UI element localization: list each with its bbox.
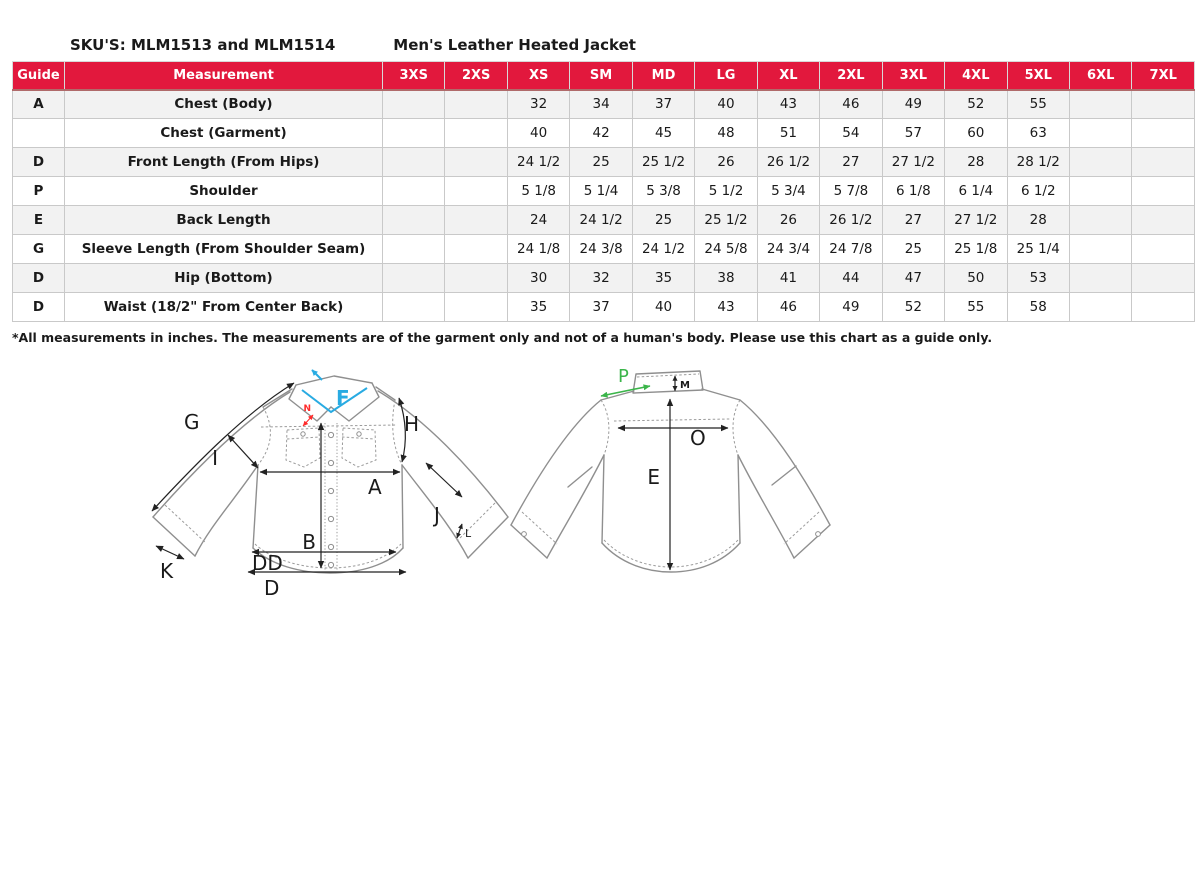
size-value-cell: 34 [570, 90, 632, 119]
size-value-cell: 27 [820, 148, 882, 177]
label-H: H [404, 412, 420, 436]
size-value-cell [1132, 177, 1195, 206]
column-header-xl: XL [757, 62, 819, 90]
guide-cell: D [13, 264, 65, 293]
size-value-cell [1069, 293, 1131, 322]
size-value-cell: 5 3/4 [757, 177, 819, 206]
label-P: P [618, 366, 629, 387]
size-table-body [13, 90, 1195, 322]
label-M: M [680, 380, 690, 391]
size-value-cell [383, 148, 445, 177]
size-value-cell: 40 [695, 90, 757, 119]
label-O: O [690, 426, 706, 450]
size-value-cell [383, 293, 445, 322]
size-value-cell: 5 1/4 [570, 177, 632, 206]
size-value-cell [445, 119, 507, 148]
label-DD: DD [252, 551, 283, 575]
size-value-cell: 24 3/4 [757, 235, 819, 264]
size-value-cell: 49 [882, 90, 944, 119]
column-header-2xl: 2XL [820, 62, 882, 90]
size-value-cell: 25 [882, 235, 944, 264]
jacket-back-view [511, 366, 830, 572]
column-header-6xl: 6XL [1069, 62, 1131, 90]
size-value-cell [1069, 235, 1131, 264]
measurement-name-cell: Hip (Bottom) [65, 264, 383, 293]
size-value-cell: 5 1/2 [695, 177, 757, 206]
size-value-cell: 28 1/2 [1007, 148, 1069, 177]
size-value-cell [1069, 119, 1131, 148]
back-measure-arrows [601, 376, 728, 570]
label-K: K [160, 559, 174, 583]
size-value-cell: 28 [945, 148, 1007, 177]
size-value-cell: 37 [632, 90, 694, 119]
table-row [13, 148, 1195, 177]
size-value-cell: 60 [945, 119, 1007, 148]
size-value-cell: 43 [757, 90, 819, 119]
size-value-cell [383, 235, 445, 264]
measure-line-P [601, 386, 650, 396]
column-header-md: MD [632, 62, 694, 90]
back-buttons [522, 532, 821, 537]
size-value-cell [383, 177, 445, 206]
size-value-cell [1132, 119, 1195, 148]
column-header-5xl: 5XL [1007, 62, 1069, 90]
label-E: E [647, 465, 660, 489]
label-I: I [212, 446, 218, 470]
size-value-cell [383, 264, 445, 293]
size-value-cell [445, 293, 507, 322]
size-value-cell: 46 [757, 293, 819, 322]
size-value-cell: 32 [570, 264, 632, 293]
measure-line-L [457, 524, 462, 538]
size-value-cell [1132, 235, 1195, 264]
size-value-cell: 6 1/2 [1007, 177, 1069, 206]
size-value-cell [1132, 293, 1195, 322]
column-header-xs: XS [507, 62, 569, 90]
size-value-cell [1069, 90, 1131, 119]
table-row [13, 90, 1195, 119]
size-value-cell [383, 90, 445, 119]
size-value-cell [445, 177, 507, 206]
front-outline [153, 376, 508, 573]
size-value-cell: 37 [570, 293, 632, 322]
size-value-cell: 27 1/2 [945, 206, 1007, 235]
size-value-cell: 46 [820, 90, 882, 119]
size-value-cell: 25 1/2 [695, 206, 757, 235]
size-value-cell: 43 [695, 293, 757, 322]
size-value-cell [1132, 206, 1195, 235]
size-value-cell: 24 7/8 [820, 235, 882, 264]
size-value-cell [445, 148, 507, 177]
size-value-cell: 24 5/8 [695, 235, 757, 264]
label-J: J [434, 503, 440, 527]
size-value-cell: 63 [1007, 119, 1069, 148]
size-value-cell: 32 [507, 90, 569, 119]
size-value-cell: 54 [820, 119, 882, 148]
column-header-guide: Guide [13, 62, 65, 90]
label-F: F [336, 386, 350, 410]
table-row [13, 119, 1195, 148]
size-value-cell: 30 [507, 264, 569, 293]
label-L: L [465, 527, 472, 540]
size-value-cell [1069, 206, 1131, 235]
size-value-cell: 48 [695, 119, 757, 148]
size-value-cell [445, 264, 507, 293]
measurement-footnote: *All measurements in inches. The measurements are of the garment only and not of a human's body. Please use this chart as a guide only. [12, 330, 993, 345]
page-header [0, 0, 1200, 61]
label-D: D [264, 576, 280, 600]
size-value-cell [445, 90, 507, 119]
size-value-cell: 35 [507, 293, 569, 322]
size-value-cell: 26 [695, 148, 757, 177]
size-value-cell [1069, 148, 1131, 177]
measurement-name-cell: Front Length (From Hips) [65, 148, 383, 177]
size-value-cell: 5 1/8 [507, 177, 569, 206]
guide-cell: E [13, 206, 65, 235]
column-header-2xs: 2XS [445, 62, 507, 90]
product-title: Men's Leather Heated Jacket [393, 36, 636, 54]
size-value-cell: 55 [1007, 90, 1069, 119]
size-value-cell: 24 3/8 [570, 235, 632, 264]
size-value-cell: 51 [757, 119, 819, 148]
table-row [13, 264, 1195, 293]
size-value-cell: 52 [945, 90, 1007, 119]
guide-cell [13, 119, 65, 148]
size-value-cell: 50 [945, 264, 1007, 293]
size-chart-table [12, 61, 1195, 322]
column-header-7xl: 7XL [1132, 62, 1195, 90]
size-value-cell: 24 1/2 [570, 206, 632, 235]
jacket-measurement-diagram [140, 365, 870, 617]
guide-cell: D [13, 148, 65, 177]
column-header-3xl: 3XL [882, 62, 944, 90]
size-value-cell: 6 1/8 [882, 177, 944, 206]
measurement-name-cell: Waist (18/2" From Center Back) [65, 293, 383, 322]
size-value-cell: 24 [507, 206, 569, 235]
size-value-cell [1069, 264, 1131, 293]
size-value-cell: 6 1/4 [945, 177, 1007, 206]
column-header-lg: LG [695, 62, 757, 90]
guide-cell: G [13, 235, 65, 264]
measurement-name-cell: Back Length [65, 206, 383, 235]
column-header-sm: SM [570, 62, 632, 90]
column-header-measurement: Measurement [65, 62, 383, 90]
size-value-cell: 25 1/8 [945, 235, 1007, 264]
size-value-cell: 24 1/8 [507, 235, 569, 264]
measure-line-I [228, 435, 258, 468]
size-value-cell: 45 [632, 119, 694, 148]
measurement-name-cell: Sleeve Length (From Shoulder Seam) [65, 235, 383, 264]
size-value-cell: 47 [882, 264, 944, 293]
table-row [13, 293, 1195, 322]
jacket-front-view [152, 370, 508, 600]
table-row [13, 235, 1195, 264]
guide-cell: A [13, 90, 65, 119]
size-value-cell: 38 [695, 264, 757, 293]
size-value-cell: 24 1/2 [632, 235, 694, 264]
size-value-cell: 52 [882, 293, 944, 322]
label-B: B [302, 530, 316, 554]
size-value-cell: 41 [757, 264, 819, 293]
size-value-cell: 28 [1007, 206, 1069, 235]
size-value-cell: 24 1/2 [507, 148, 569, 177]
measure-line-G [152, 383, 294, 511]
measure-line-K [156, 546, 184, 559]
label-A: A [368, 475, 382, 499]
size-value-cell [445, 206, 507, 235]
collar-highlight [302, 388, 367, 412]
label-G: G [184, 410, 200, 434]
size-value-cell: 5 3/8 [632, 177, 694, 206]
measure-line-N [303, 415, 313, 426]
front-labels [160, 386, 472, 600]
size-table-header-row [13, 62, 1195, 90]
size-value-cell: 27 1/2 [882, 148, 944, 177]
size-value-cell: 55 [945, 293, 1007, 322]
size-value-cell [383, 119, 445, 148]
size-value-cell: 49 [820, 293, 882, 322]
size-value-cell: 40 [507, 119, 569, 148]
measurement-name-cell: Shoulder [65, 177, 383, 206]
size-value-cell [445, 235, 507, 264]
measurement-name-cell: Chest (Body) [65, 90, 383, 119]
size-value-cell: 26 [757, 206, 819, 235]
size-value-cell: 44 [820, 264, 882, 293]
size-value-cell: 42 [570, 119, 632, 148]
size-value-cell: 26 1/2 [757, 148, 819, 177]
size-value-cell: 5 7/8 [820, 177, 882, 206]
collar-arrow-F [312, 370, 322, 380]
size-value-cell: 35 [632, 264, 694, 293]
size-value-cell: 25 [570, 148, 632, 177]
measurement-name-cell: Chest (Garment) [65, 119, 383, 148]
label-N: N [303, 404, 311, 414]
sku-title: SKU'S: MLM1513 and MLM1514 [70, 36, 336, 54]
size-value-cell: 26 1/2 [820, 206, 882, 235]
guide-cell: D [13, 293, 65, 322]
table-row [13, 177, 1195, 206]
size-value-cell [1132, 148, 1195, 177]
size-value-cell: 25 1/4 [1007, 235, 1069, 264]
size-value-cell [1069, 177, 1131, 206]
size-value-cell: 27 [882, 206, 944, 235]
size-value-cell [1132, 264, 1195, 293]
size-value-cell [383, 206, 445, 235]
guide-cell: P [13, 177, 65, 206]
size-value-cell [1132, 90, 1195, 119]
size-value-cell: 25 [632, 206, 694, 235]
size-value-cell: 40 [632, 293, 694, 322]
column-header-4xl: 4XL [945, 62, 1007, 90]
size-value-cell: 53 [1007, 264, 1069, 293]
size-value-cell: 58 [1007, 293, 1069, 322]
table-row [13, 206, 1195, 235]
column-header-3xs: 3XS [383, 62, 445, 90]
size-value-cell: 25 1/2 [632, 148, 694, 177]
measure-line-J [426, 463, 462, 497]
size-value-cell: 57 [882, 119, 944, 148]
